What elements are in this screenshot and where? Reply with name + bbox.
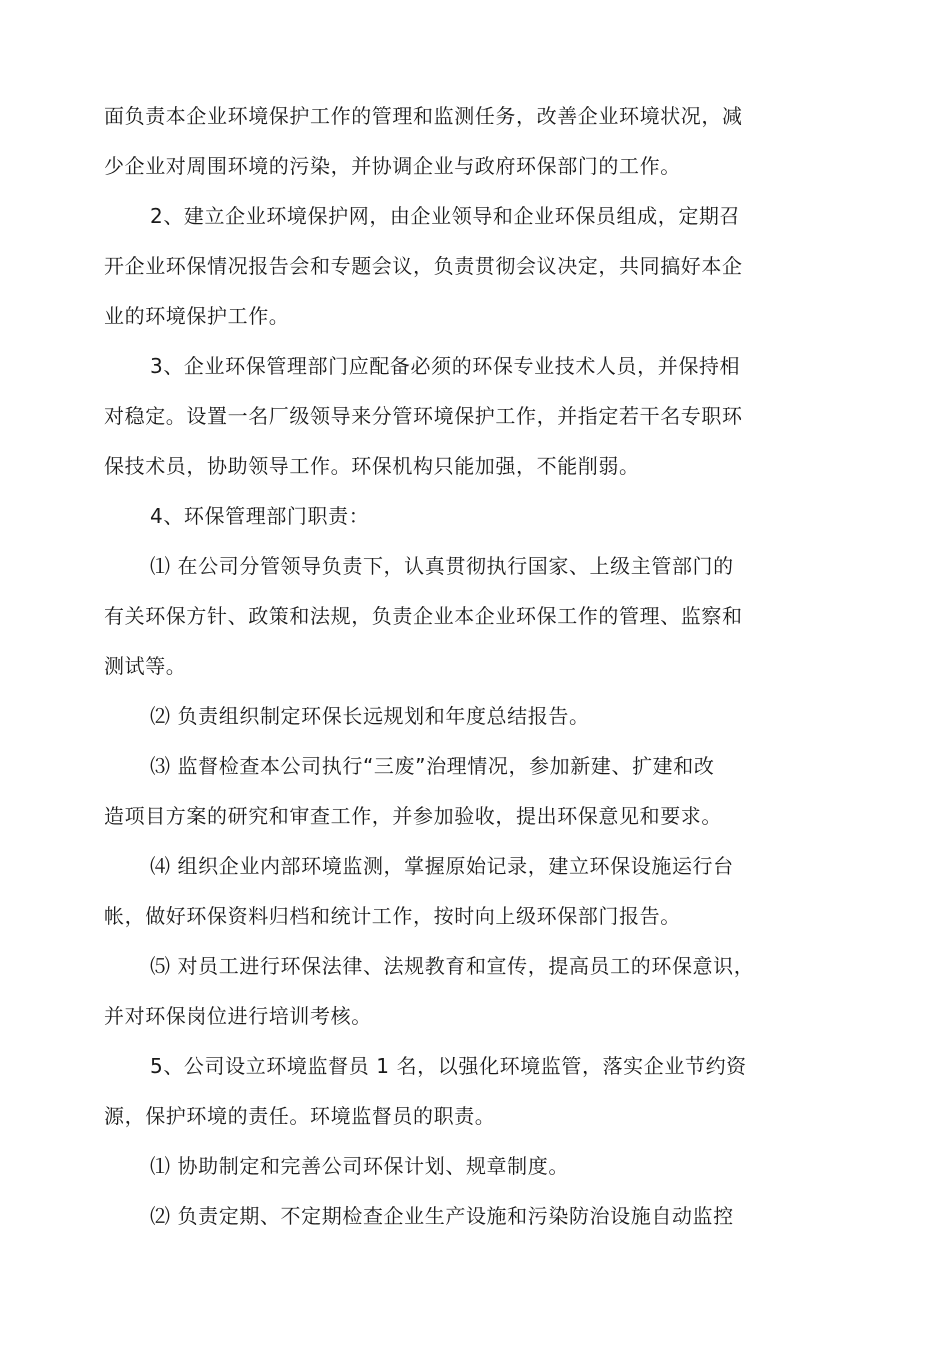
text-line: 并对环保岗位进行培训考核。 <box>104 1004 372 1028</box>
text-line: 4、环保管理部门职责： <box>150 504 370 528</box>
text-line: 少企业对周围环境的污染，并协调企业与政府环保部门的工作。 <box>104 154 681 178</box>
text-line: 3、企业环保管理部门应配备必须的环保专业技术人员，并保持相 <box>150 354 741 378</box>
text-line: 造项目方案的研究和审查工作，并参加验收，提出环保意见和要求。 <box>104 804 722 828</box>
text-line: 对稳定。设置一名厂级领导来分管环境保护工作，并指定若干名专职环 <box>104 404 743 428</box>
text-line: 保技术员，协助领导工作。环保机构只能加强，不能削弱。 <box>104 454 640 478</box>
text-line: 5、公司设立环境监督员 1 名，以强化环境监管，落实企业节约资 <box>150 1054 747 1078</box>
text-line: ⑷ 组织企业内部环境监测，掌握原始记录，建立环保设施运行台 <box>150 854 734 878</box>
text-line: 源，保护环境的责任。环境监督员的职责。 <box>104 1104 496 1128</box>
text-line: 2、建立企业环境保护网，由企业领导和企业环保员组成，定期召 <box>150 204 741 228</box>
text-line: ⑴ 在公司分管领导负责下，认真贯彻执行国家、上级主管部门的 <box>150 554 734 578</box>
text-line: ⑵ 负责定期、不定期检查企业生产设施和污染防治设施自动监控 <box>150 1204 734 1228</box>
text-line: 帐，做好环保资料归档和统计工作，按时向上级环保部门报告。 <box>104 904 681 928</box>
text-line: 面负责本企业环境保护工作的管理和监测任务，改善企业环境状况，减 <box>104 104 743 128</box>
text-line: ⑸ 对员工进行环保法律、法规教育和宣传，提高员工的环保意识， <box>150 954 755 978</box>
text-line: ⑴ 协助制定和完善公司环保计划、规章制度。 <box>150 1154 569 1178</box>
text-line: 测试等。 <box>104 654 187 678</box>
text-line: ⑵ 负责组织制定环保长远规划和年度总结报告。 <box>150 704 590 728</box>
text-line: 业的环境保护工作。 <box>104 304 290 328</box>
text-line: ⑶ 监督检查本公司执行“三废”治理情况，参加新建、扩建和改 <box>150 754 715 778</box>
text-line: 开企业环保情况报告会和专题会议，负责贯彻会议决定，共同搞好本企 <box>104 254 743 278</box>
text-line: 有关环保方针、政策和法规，负责企业本企业环保工作的管理、监察和 <box>104 604 743 628</box>
